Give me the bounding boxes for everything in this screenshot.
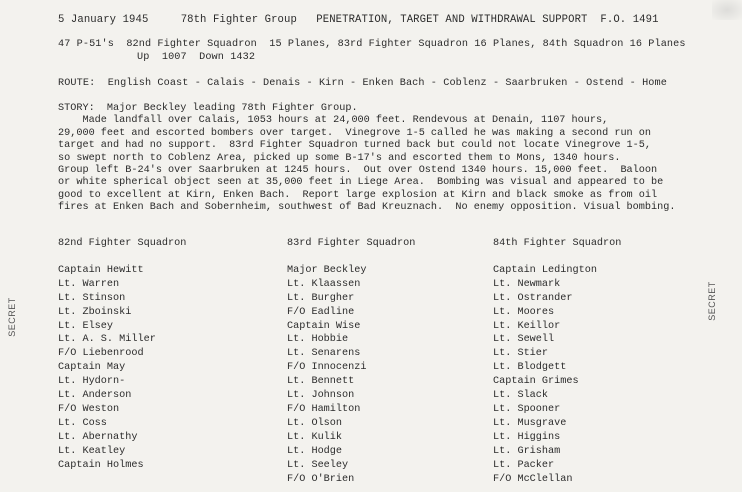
- pilot-name: Lt. Olson: [287, 417, 343, 429]
- pilot-name: Lt. Warren: [58, 278, 120, 290]
- story-line: fires at Enken Bach and Sobernheim, southwest of Bad Kreuznach. No enemy opposition. Visual bombing.: [58, 202, 676, 214]
- story-line: STORY: Major Beckley leading 78th Fighter Group.: [58, 103, 358, 114]
- pilot-name: Captain Hewitt: [58, 264, 144, 276]
- pilot-name: F/O Innocenzi: [287, 362, 367, 374]
- pilot-name: Lt. Keillor: [493, 320, 561, 332]
- pilot-name: Lt. Coss: [58, 417, 107, 429]
- story-line: Group left B-24's over Saarbruken at 1245 hours. Out over Ostend 1340 hours. 15,000 feet. Baloon: [58, 165, 658, 177]
- secret-stamp-right: SECRET: [706, 281, 717, 321]
- pilot-name: Lt. Grisham: [493, 445, 561, 457]
- story-line: target and had no support. 83rd Fighter Squadron turned back but could not locate Vinegrove 1-5,: [58, 140, 652, 152]
- pilot-name: F/O Weston: [58, 403, 120, 415]
- pilot-name: F/O McClellan: [493, 473, 573, 485]
- story-line: or white spherical object seen at 35,000 feet in Liege Area. Bombing was visual and appeared to be: [58, 177, 664, 189]
- story-section: [58, 103, 742, 215]
- squadron-83-column: [287, 237, 415, 486]
- pilot-name: Lt. Moores: [493, 306, 555, 318]
- up-down-times: Up 1007 Down 1432: [137, 52, 256, 63]
- story-line: Made landfall over Calais, 1053 hours at 24,000 feet. Rendevous at Denain, 1107 hours,: [58, 115, 609, 127]
- pilot-name: Lt. Hydorn-: [58, 376, 126, 388]
- squadron-82-column: [58, 237, 186, 473]
- pilot-name: Major Beckley: [287, 264, 367, 276]
- pilot-name: Lt. Packer: [493, 459, 555, 471]
- pilot-name: Lt. Burgher: [287, 292, 355, 304]
- pilot-name: Lt. Klaassen: [287, 278, 361, 290]
- squadron-84-column: [493, 237, 621, 486]
- pilot-name: F/O Hamilton: [287, 403, 361, 415]
- pilot-name: Lt. Bennett: [287, 376, 355, 388]
- report-header: 5 January 1945 78th Fighter Group PENETRATION, TARGET AND WITHDRAWAL SUPPORT F.O. 1491: [58, 14, 659, 26]
- pilot-name: Lt. Hodge: [287, 445, 343, 457]
- pilot-name: Lt. Blodgett: [493, 362, 567, 374]
- pilot-name: Lt. Stier: [493, 348, 549, 360]
- pilot-name: F/O Liebenrood: [58, 348, 144, 360]
- pilot-name: Captain Wise: [287, 320, 361, 332]
- pilot-name: Lt. Higgins: [493, 431, 561, 443]
- pilot-name: Lt. Stinson: [58, 292, 126, 304]
- pilot-name: Lt. Ostrander: [493, 292, 573, 304]
- pilot-name: Lt. Anderson: [58, 390, 132, 402]
- squadron-82-title: 82nd Fighter Squadron: [58, 238, 187, 249]
- pilot-name: F/O Eadline: [287, 306, 355, 318]
- route-line: ROUTE: English Coast - Calais - Denais - Kirn - Enken Bach - Coblenz - Saarbruken - Ostend - Home: [58, 78, 667, 89]
- pilot-name: Lt. Zboinski: [58, 306, 132, 318]
- story-line: good to excellent at Kirn, Enken Bach. Report large explosion at Kirn and black smoke as from oil: [58, 189, 658, 201]
- pilot-name: Lt. Abernathy: [58, 431, 138, 443]
- squadron-83-title: 83rd Fighter Squadron: [287, 238, 416, 249]
- corner-smudge: [712, 0, 742, 20]
- pilot-name: Lt. Seeley: [287, 459, 349, 471]
- squadron-84-title: 84th Fighter Squadron: [493, 238, 622, 249]
- pilot-name: Captain Holmes: [58, 459, 144, 471]
- pilot-name: Lt. Hobbie: [287, 334, 349, 346]
- pilot-name: Lt. Slack: [493, 390, 549, 402]
- pilot-name: F/O O'Brien: [287, 473, 355, 485]
- story-line: so swept north to Coblenz Area, picked up some B-17's and escorted them to Mons, 1340 hours.: [58, 152, 621, 164]
- secret-stamp-left: SECRET: [6, 297, 17, 337]
- pilot-name: Captain May: [58, 362, 126, 374]
- pilot-name: Captain Ledington: [493, 264, 597, 276]
- pilot-name: Lt. Musgrave: [493, 417, 567, 429]
- pilot-name: Lt. A. S. Miller: [58, 334, 156, 346]
- planes-summary: 47 P-51's 82nd Fighter Squadron 15 Planes, 83rd Fighter Squadron 16 Planes, 84th Squadron 16 Planes: [58, 39, 686, 50]
- pilot-name: Lt. Senarens: [287, 348, 361, 360]
- story-line: 29,000 feet and escorted bombers over target. Vinegrove 1-5 called he was making a second run on: [58, 127, 652, 139]
- pilot-name: Captain Grimes: [493, 376, 579, 388]
- pilot-name: Lt. Kulik: [287, 431, 343, 443]
- pilot-name: Lt. Johnson: [287, 390, 355, 402]
- pilot-name: Lt. Newmark: [493, 278, 561, 290]
- pilot-name: Lt. Spooner: [493, 403, 561, 415]
- pilot-name: Lt. Sewell: [493, 334, 555, 346]
- pilot-name: Lt. Keatley: [58, 445, 126, 457]
- pilot-name: Lt. Elsey: [58, 320, 114, 332]
